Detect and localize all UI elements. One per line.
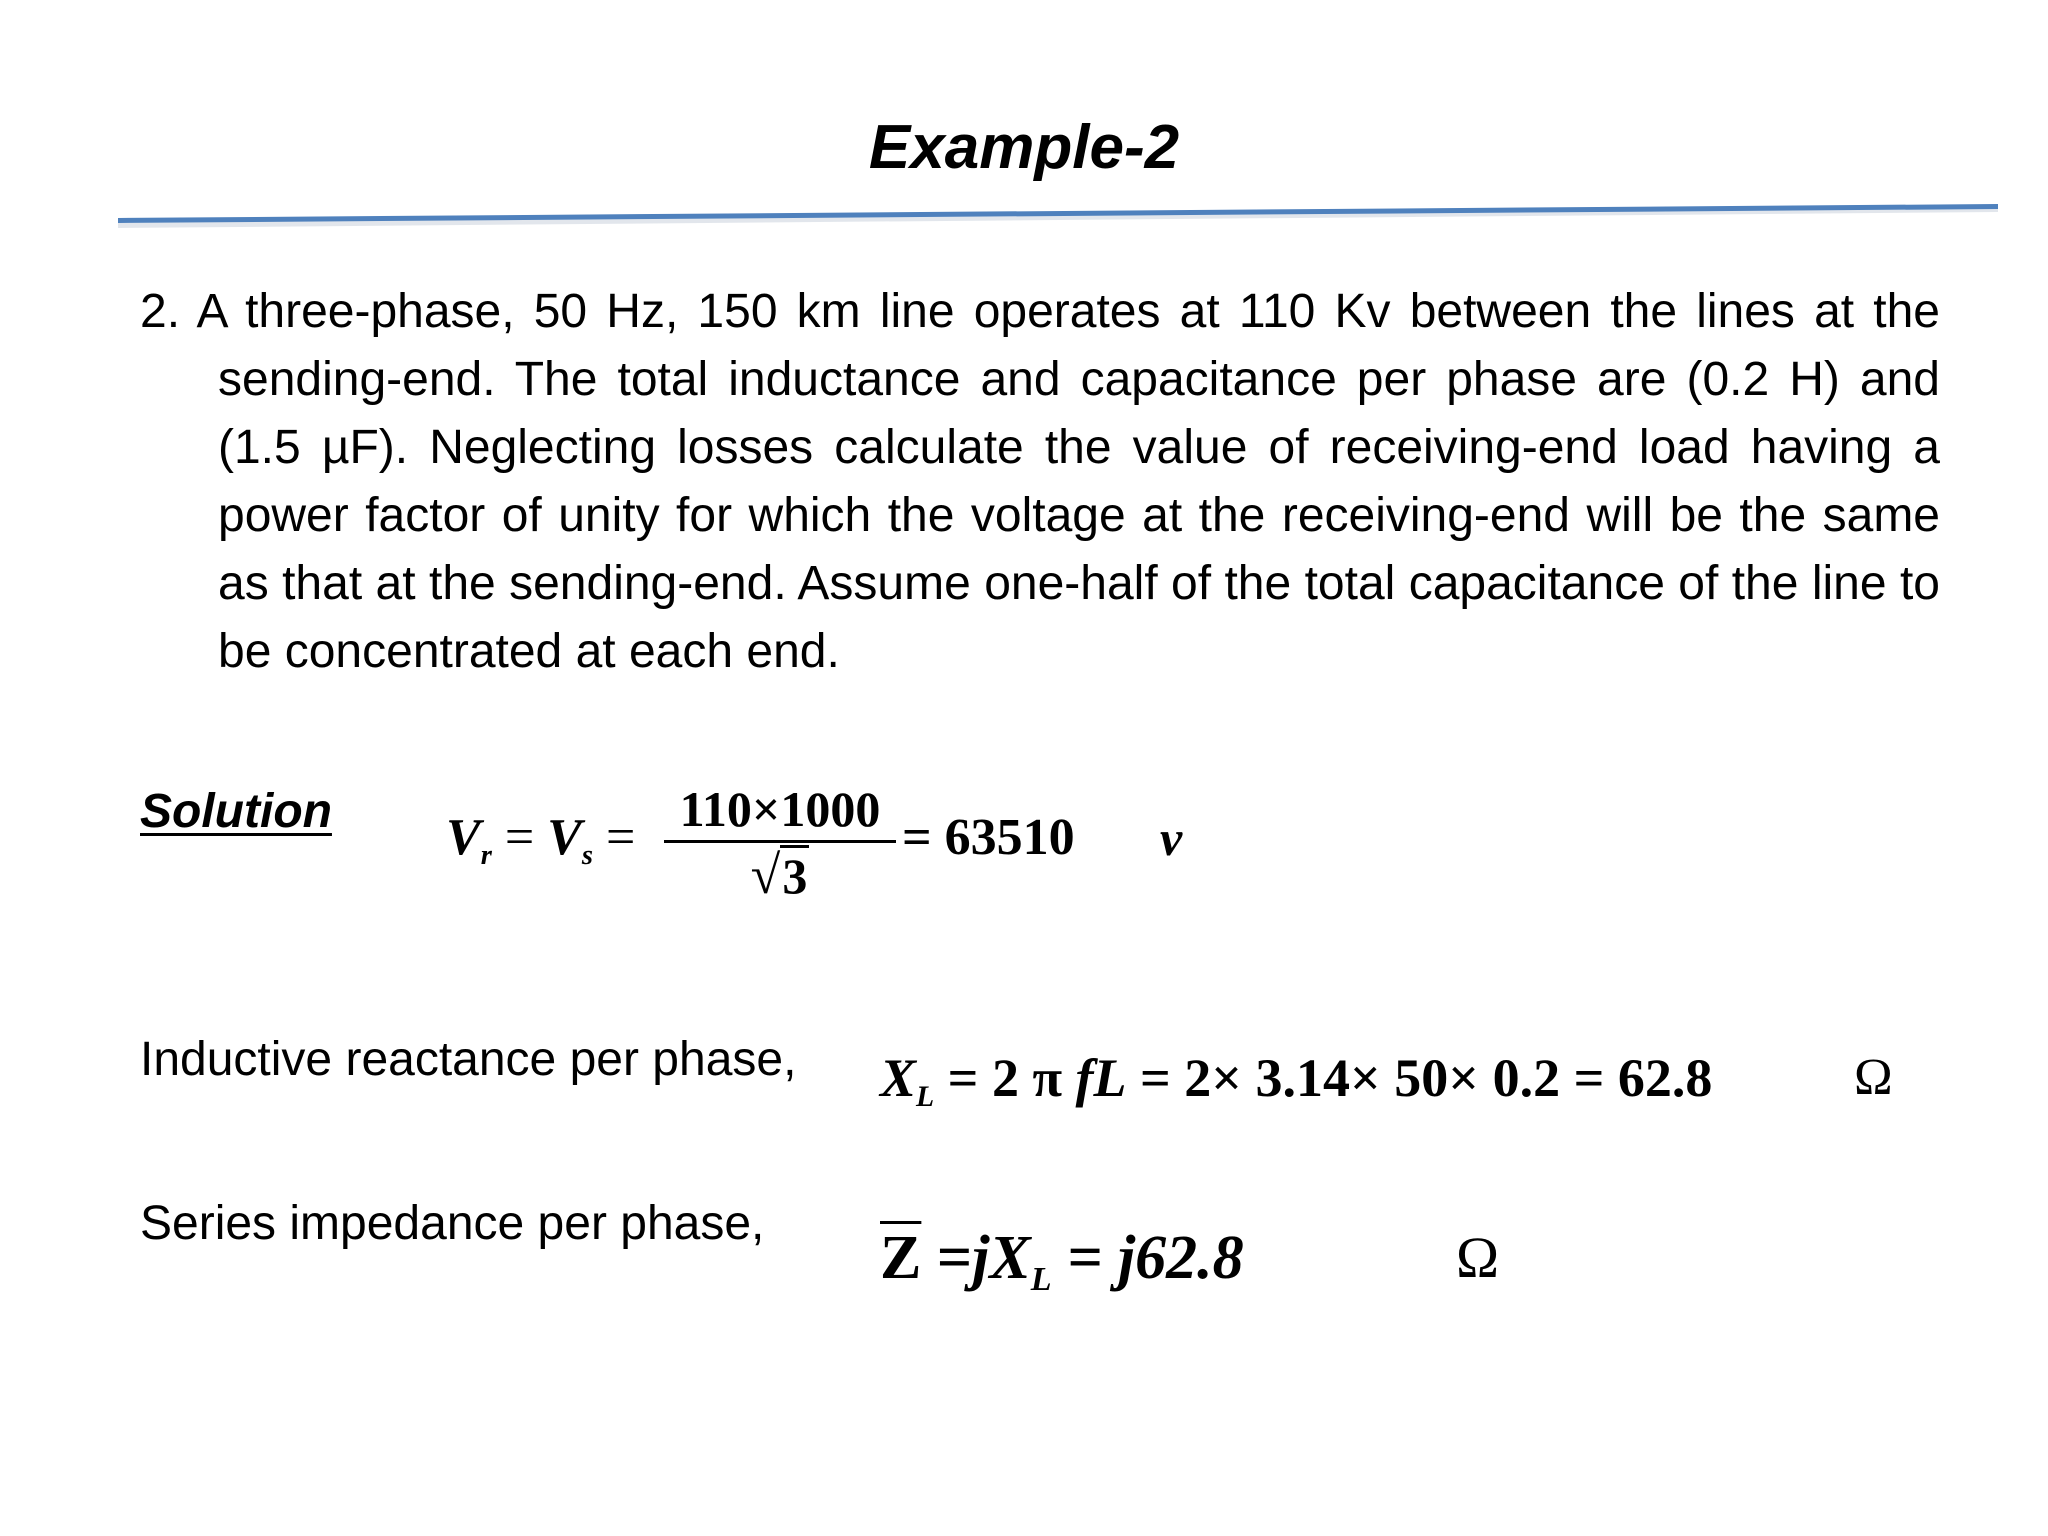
series-impedance-equation bbox=[880, 1220, 1244, 1306]
ohm-icon: Ω bbox=[1854, 1049, 1893, 1106]
solution-label: Solution bbox=[140, 785, 332, 838]
ohm-icon: Ω bbox=[1456, 1225, 1500, 1290]
var-z-bar: $\overline{Z}$ bbox=[880, 1224, 922, 1292]
var-jx: jX bbox=[972, 1224, 1031, 1292]
var-fl: fL bbox=[1075, 1048, 1127, 1108]
equals-sign: = bbox=[921, 1224, 973, 1292]
sqrt-icon: √ bbox=[750, 845, 781, 905]
equation-term: = 2 π bbox=[934, 1048, 1076, 1108]
voltage-unit: v bbox=[1160, 810, 1183, 866]
equation-result: = 2× 3.14× 50× 0.2 = 62.8 bbox=[1126, 1048, 1713, 1108]
voltage-result: = 63510 bbox=[902, 809, 1075, 866]
subscript-r: r bbox=[480, 840, 492, 871]
subscript-s: s bbox=[581, 840, 593, 871]
voltage-equation-lhs bbox=[446, 806, 635, 878]
subscript-l: L bbox=[916, 1081, 935, 1114]
slide-title: Example-2 bbox=[868, 113, 1180, 182]
var-v: V bbox=[547, 809, 582, 866]
fraction-denominator bbox=[751, 847, 810, 904]
series-impedance-label: Series impedance per phase, bbox=[140, 1197, 765, 1250]
title-divider bbox=[118, 204, 1998, 232]
problem-statement: 2. A three-phase, 50 Hz, 150 km line operates at 110 Kv between the lines at the sending-end. The total inductance and capacitance per phase are (0.2 H) and (1.5 µF). Neglecting losses calculate the value of receiving-end load having a power factor of unity for which the voltage at the receiving-end will be the same as that at the sending-end. Assume one-half of the total capacitance of the line to be concentrated at each end. bbox=[140, 285, 1940, 678]
fraction-bar bbox=[664, 840, 896, 843]
var-v: V bbox=[446, 809, 481, 866]
inductive-reactance-equation bbox=[880, 1044, 1712, 1121]
var-x: X bbox=[880, 1048, 917, 1108]
voltage-fraction bbox=[660, 780, 900, 904]
equation-result: = j62.8 bbox=[1051, 1224, 1244, 1292]
inductive-reactance-label: Inductive reactance per phase, bbox=[140, 1033, 797, 1086]
equals-sign: = bbox=[491, 809, 548, 866]
fraction-numerator: 110×1000 bbox=[679, 781, 881, 837]
equals-sign: = bbox=[592, 809, 636, 866]
sqrt-argument: 3 bbox=[780, 845, 809, 904]
subscript-l: L bbox=[1030, 1260, 1052, 1298]
